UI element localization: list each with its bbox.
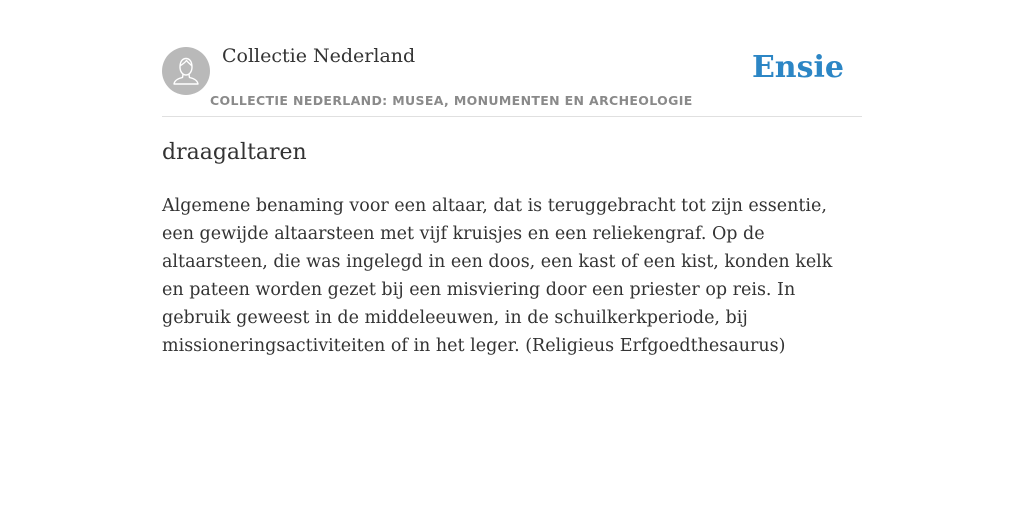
author-name[interactable]: Collectie Nederland — [222, 45, 416, 67]
avatar[interactable] — [162, 47, 210, 95]
entry-header — [162, 0, 862, 117]
source-label[interactable]: COLLECTIE NEDERLAND: MUSEA, MONUMENTEN EN ARCHEOLOGIE — [210, 93, 693, 108]
entry-card — [162, 0, 862, 356]
user-silhouette-icon — [162, 47, 210, 95]
brand-logo[interactable]: Ensie — [751, 50, 844, 85]
entry-term: draagaltaren — [162, 140, 307, 165]
entry-definition: Algemene benaming voor een altaar, dat is teruggebracht tot zijn essentie, een gewijde altaarsteen met vijf kruisjes en een reliekengraf. Op de altaarsteen, die was ingelegd in een doos, een kast of een kist, konden kelk en pateen worden gezet bij een misviering door een priester op reis. In gebruik geweest in de middeleeuwen, in de schuilkerkperiode, bij missioneringsactiviteiten of in het leger. (Religieus Erfgoedthesaurus) — [162, 196, 833, 356]
